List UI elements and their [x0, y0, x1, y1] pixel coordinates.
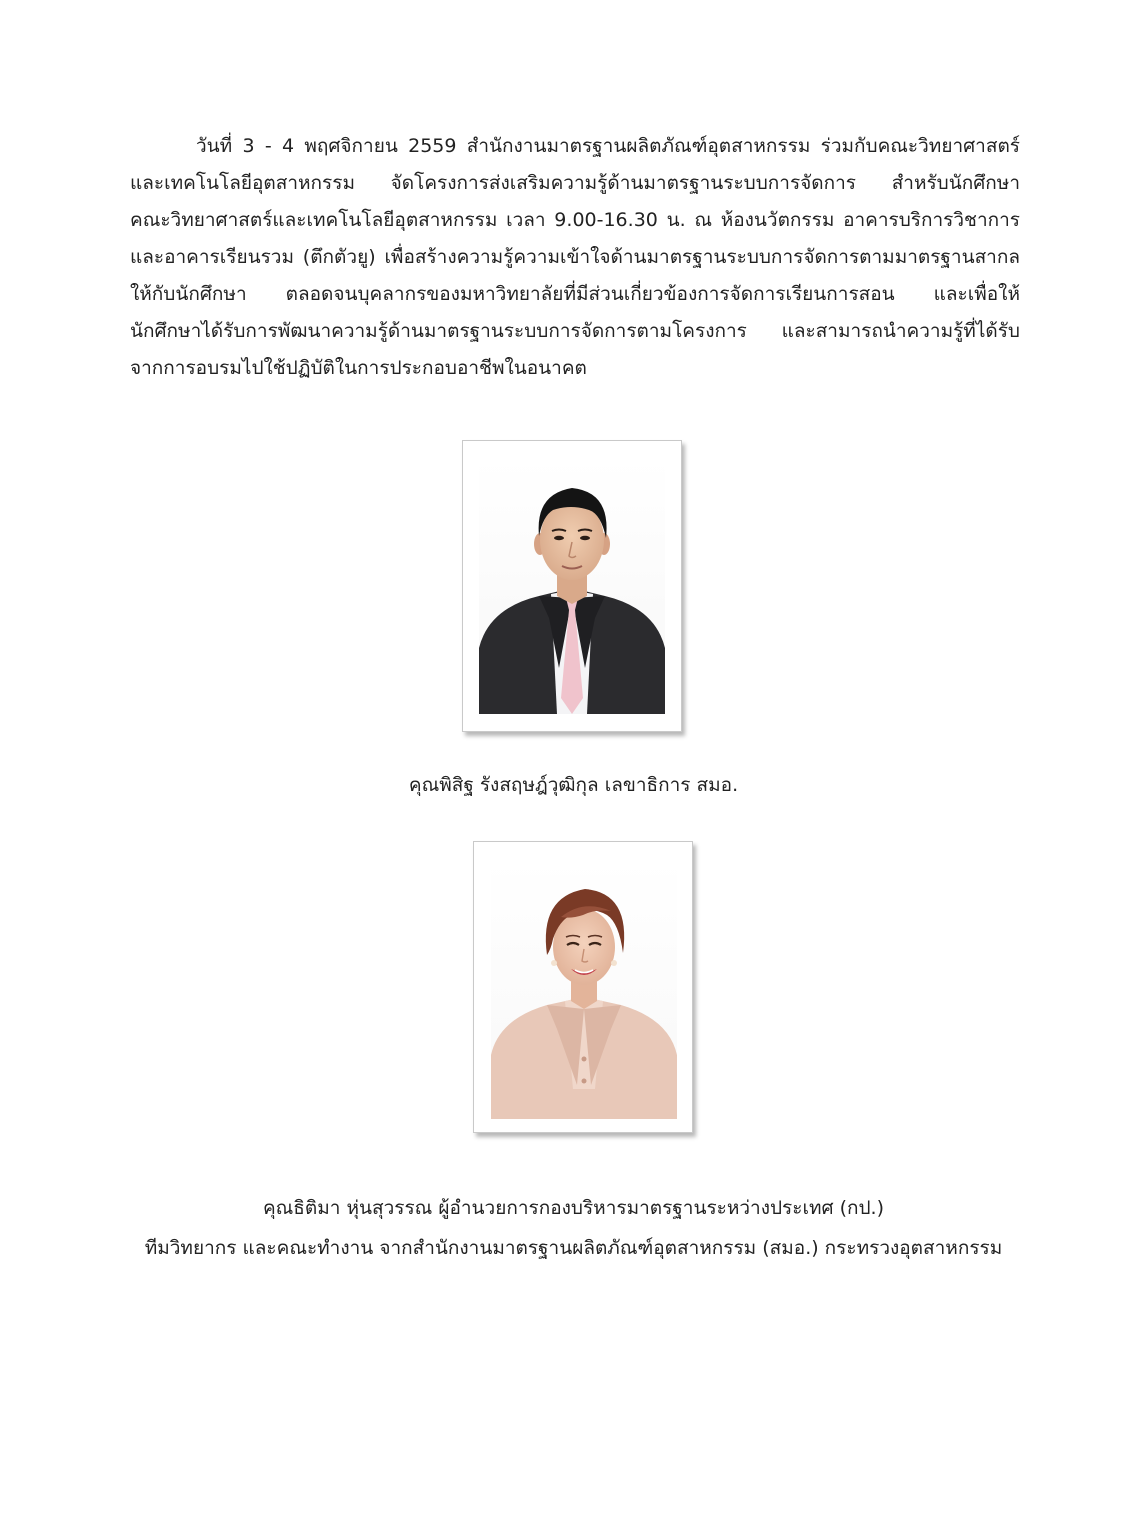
- photo-frame-director: [473, 841, 693, 1133]
- paragraph-line: ให้กับนักศึกษา ตลอดจนบุคลากรของมหาวิทยาลัยที่มีส่วนเกี่ยวข้องการจัดการเรียนการสอน และเพื่อให้: [130, 283, 1020, 305]
- paragraph-line: และอาคารเรียนรวม (ตึกตัวยู) เพื่อสร้างความรู้ความเข้าใจด้านมาตรฐานระบบการจัดการตามมาตรฐานสากล: [130, 246, 1020, 268]
- paragraph-line: วันที่ 3 - 4 พฤศจิกายน 2559 สำนักงานมาตรฐานผลิตภัณฑ์อุตสาหกรรม ร่วมกับคณะวิทยาศาสตร์: [196, 135, 1020, 157]
- portrait-woman-photo: [491, 859, 677, 1119]
- paragraph-line: และเทคโนโลยีอุตสาหกรรม จัดโครงการส่งเสริมความรู้ด้านมาตรฐานระบบการจัดการ สำหรับนักศึกษา: [130, 172, 1020, 194]
- paragraph-line: คณะวิทยาศาสตร์และเทคโนโลยีอุตสาหกรรม เวลา 9.00-16.30 น. ณ ห้องนวัตกรรม อาคารบริการวิชาการ: [130, 209, 1020, 231]
- paragraph-line: นักศึกษาได้รับการพัฒนาความรู้ด้านมาตรฐานระบบการจัดการตามโครงการ และสามารถนำความรู้ที่ได้รับ: [130, 320, 1020, 342]
- intro-paragraph: [130, 128, 1020, 387]
- photo-frame-secretary-general: [462, 440, 682, 732]
- portrait-man-photo: [479, 458, 665, 714]
- caption-director: คุณธิติมา หุ่นสุวรรณ ผู้อำนวยการกองบริหารมาตรฐานระหว่างประเทศ (กป.): [262, 1197, 885, 1219]
- paragraph-line: จากการอบรมไปใช้ปฏิบัติในการประกอบอาชีพในอนาคต: [130, 357, 587, 379]
- caption-secretary-general: คุณพิสิฐ รังสฤษฎ์วุฒิกุล เลขาธิการ สมอ.: [408, 774, 739, 796]
- caption-team: ทีมวิทยากร และคณะทำงาน จากสำนักงานมาตรฐานผลิตภัณฑ์อุตสาหกรรม (สมอ.) กระทรวงอุตสาหกรรม: [144, 1237, 1003, 1259]
